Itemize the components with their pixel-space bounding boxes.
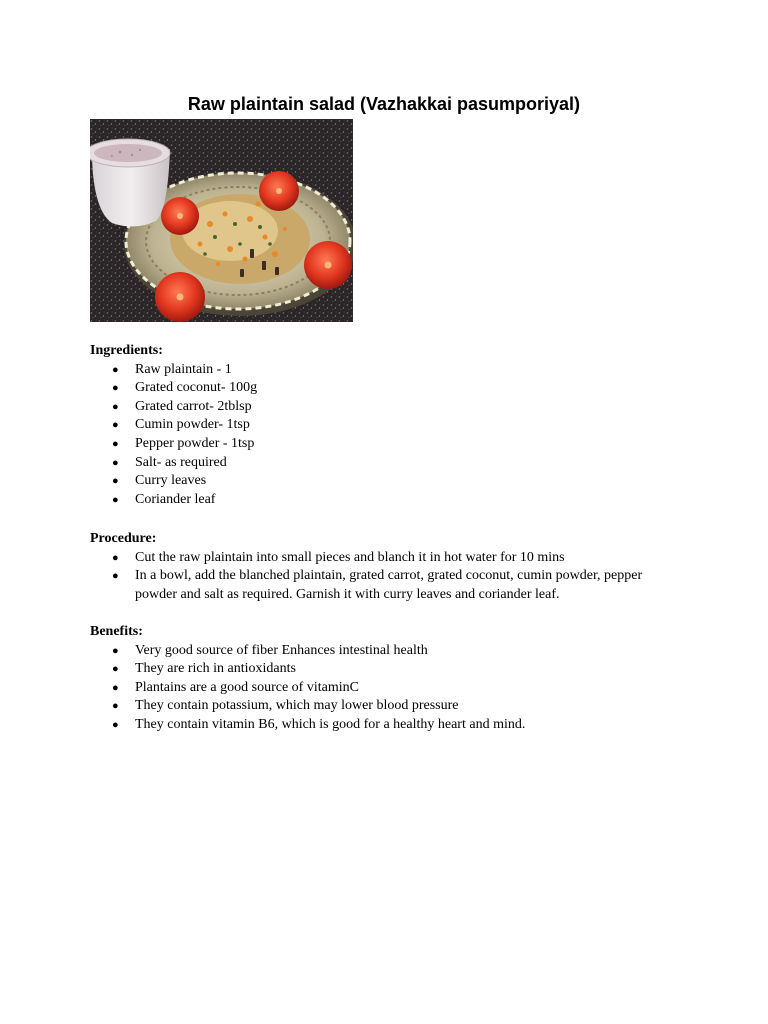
procedure-step: ● In a bowl, add the blanched plaintain, grated carrot, grated coconut, cumin powder, pepper powder and salt as required. Garnish it with curry leaves and coriander leaf. xyxy=(112,568,643,602)
ingredient-item: ● Raw plaintain - 1 xyxy=(90,361,670,380)
benefit-item: ● Very good source of fiber Enhances intestinal health xyxy=(90,642,670,661)
page-title: Raw plaintain salad (Vazhakkai pasumporiyal) xyxy=(187,94,581,114)
bullet-icon: ● xyxy=(112,419,119,432)
salad-photo xyxy=(90,119,353,322)
bullet-icon: ● xyxy=(112,400,119,413)
benefits-list xyxy=(90,642,670,735)
procedure-step: ● Cut the raw plaintain into small pieces and blanch it in hot water for 10 mins xyxy=(90,549,670,568)
ingredient-item: ● Grated carrot- 2tblsp xyxy=(90,398,670,417)
procedure-list xyxy=(90,549,670,605)
bullet-icon: ● xyxy=(112,644,119,657)
ingredient-item: ● Curry leaves xyxy=(90,472,670,491)
bullet-icon: ● xyxy=(112,551,119,564)
bullet-icon: ● xyxy=(112,570,119,583)
ingredient-item: ● Grated coconut- 100g xyxy=(90,379,670,398)
procedure-heading: Procedure: xyxy=(90,531,157,546)
ingredient-item: ● Coriander leaf xyxy=(90,491,670,510)
benefits-section xyxy=(90,623,670,735)
benefit-item: ● They are rich in antioxidants xyxy=(90,660,670,679)
ingredients-heading: Ingredients: xyxy=(90,343,163,358)
benefits-heading: Benefits: xyxy=(90,624,143,639)
benefit-item: ● They contain vitamin B6, which is good for a healthy heart and mind. xyxy=(90,716,670,735)
ingredient-item: ● Pepper powder - 1tsp xyxy=(90,435,670,454)
bullet-icon: ● xyxy=(112,700,119,713)
bullet-icon: ● xyxy=(112,663,119,676)
bullet-icon: ● xyxy=(112,681,119,694)
bullet-icon: ● xyxy=(112,456,119,469)
ingredient-item: ● Cumin powder- 1tsp xyxy=(90,416,670,435)
bullet-icon: ● xyxy=(112,493,119,506)
ingredients-section xyxy=(90,342,670,509)
bullet-icon: ● xyxy=(112,475,119,488)
bullet-icon: ● xyxy=(112,382,119,395)
bullet-icon: ● xyxy=(112,363,119,376)
ingredient-item: ● Salt- as required xyxy=(90,454,670,473)
benefit-item: ● They contain potassium, which may lower blood pressure xyxy=(90,697,670,716)
procedure-section xyxy=(90,530,670,604)
ingredients-list xyxy=(90,361,670,510)
bullet-icon: ● xyxy=(112,718,119,731)
benefit-item: ● Plantains are a good source of vitaminC xyxy=(90,679,670,698)
bullet-icon: ● xyxy=(112,437,119,450)
